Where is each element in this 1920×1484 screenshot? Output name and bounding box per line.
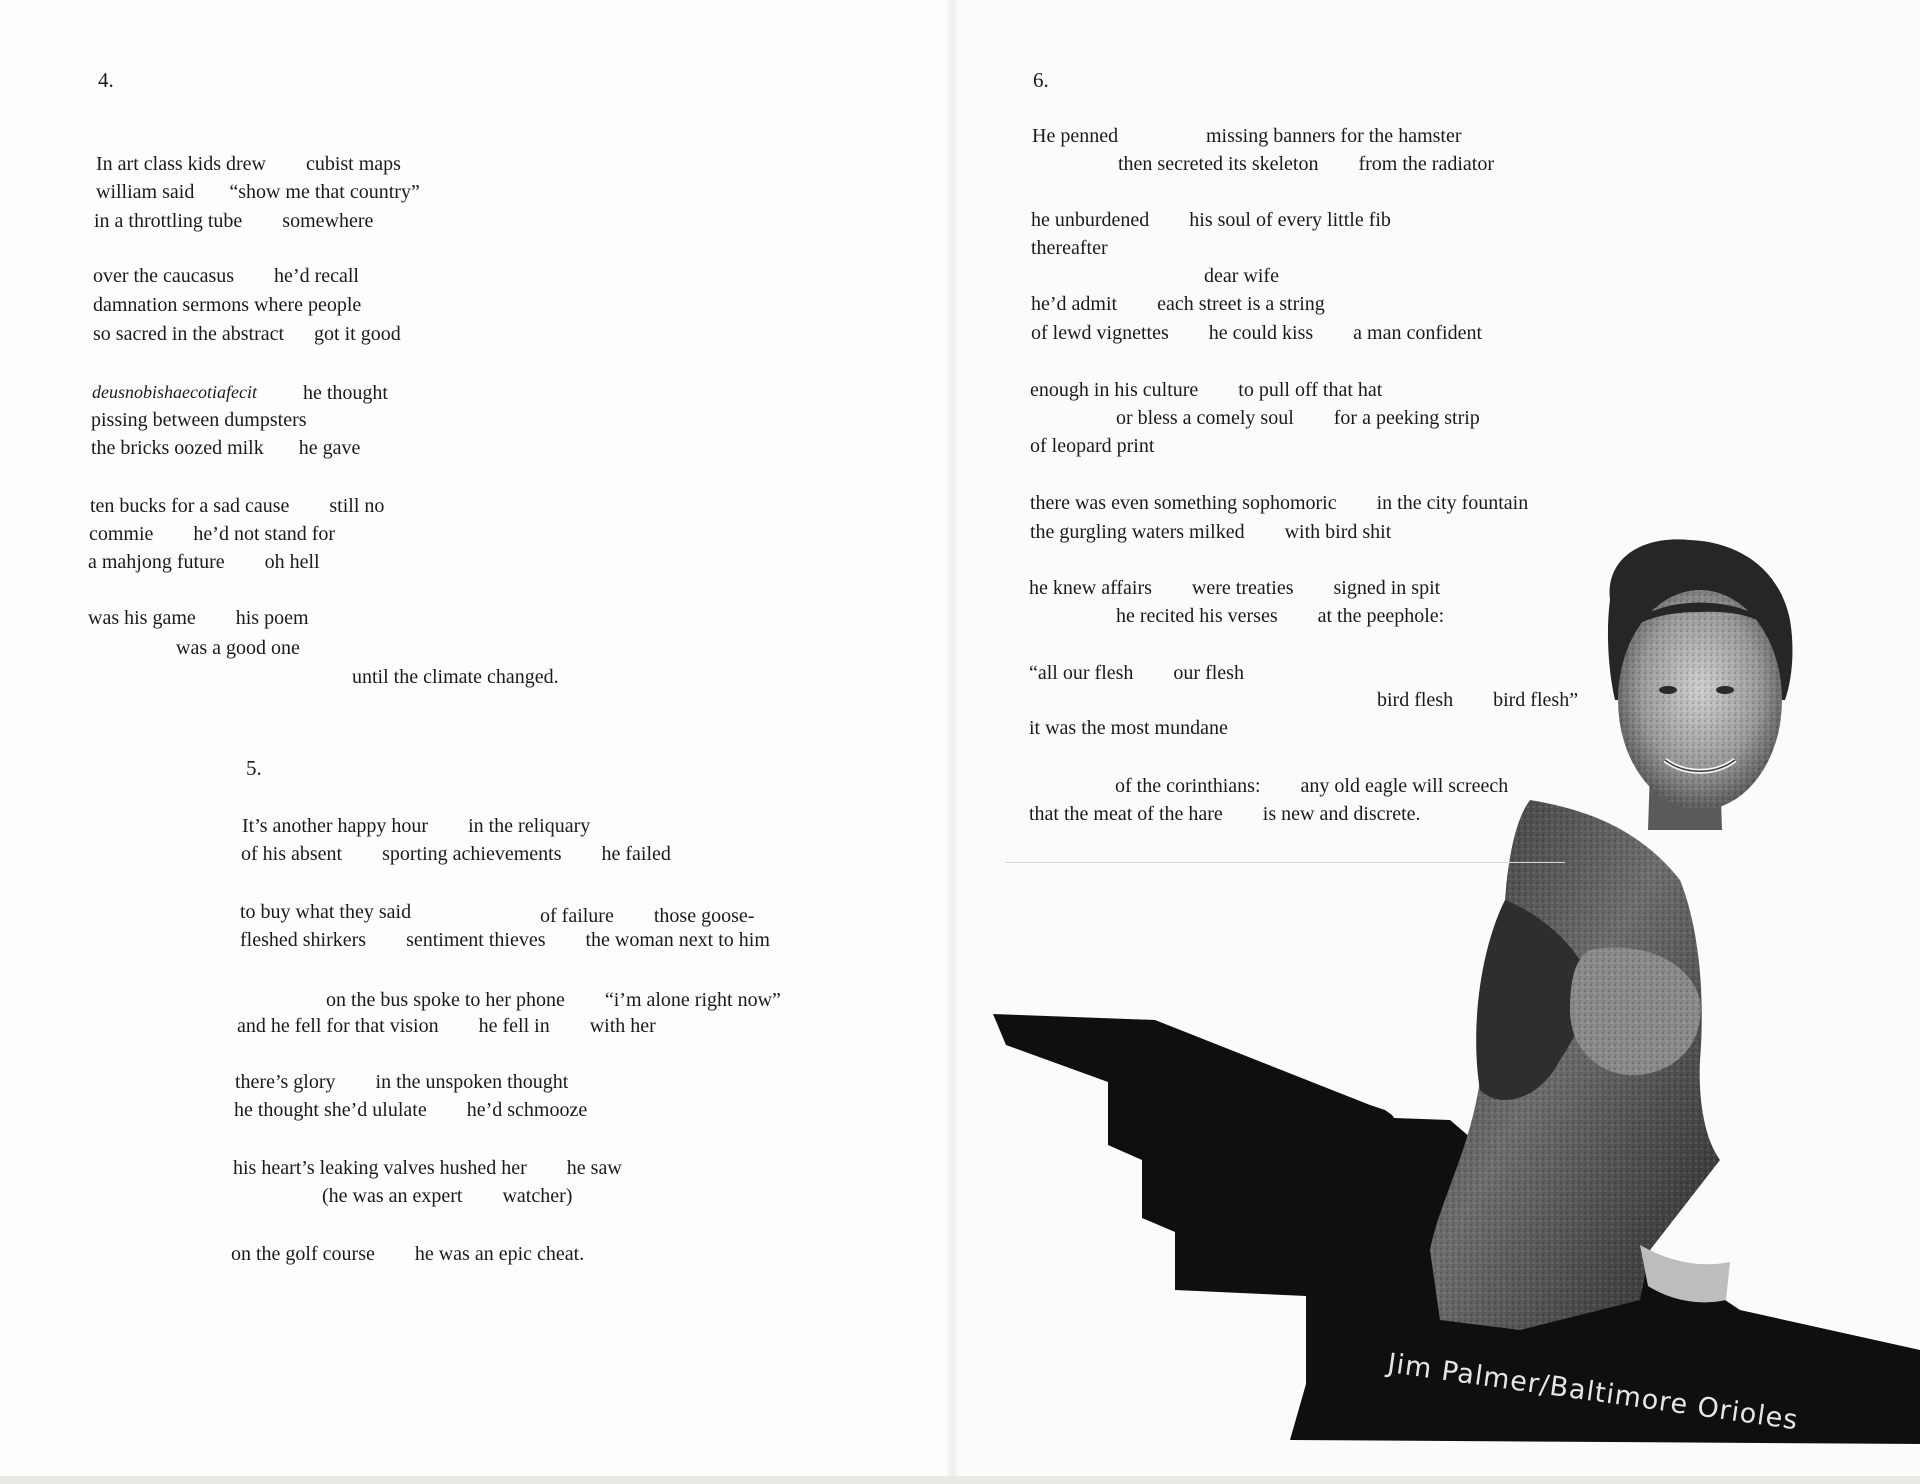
poem-line: so sacred in the abstract got it good <box>93 323 401 345</box>
poem-line: in a throttling tube somewhere <box>94 210 374 232</box>
poem-line: on the golf course he was an epic cheat. <box>231 1243 585 1265</box>
poem-line: pissing between dumpsters <box>91 409 307 431</box>
poem-line: he thought she’d ululate he’d schmooze <box>234 1099 588 1121</box>
poem-line: In art class kids drew cubist maps <box>96 153 401 175</box>
poem-line: the gurgling waters milked with bird shit <box>1030 521 1392 543</box>
poem-line: he thought <box>303 382 388 404</box>
poem-line: enough in his culture to pull off that hat <box>1030 379 1383 401</box>
section-number-5: 5. <box>246 756 262 780</box>
poem-line: thereafter <box>1031 237 1108 259</box>
poem-line: He penned <box>1032 125 1119 147</box>
poem-line: (he was an expert watcher) <box>322 1185 573 1207</box>
poem-line: dear wife <box>1204 265 1279 287</box>
poem-line: william said “show me that country” <box>96 181 420 203</box>
poem-line: was his game his poem <box>88 607 309 629</box>
collage-caption: Jim Palmer/Baltimore Orioles <box>1385 1348 1801 1437</box>
poem-line: a mahjong future oh hell <box>88 551 320 573</box>
poem-line: he unburdened his soul of every little fib <box>1031 209 1391 231</box>
poem-line: commie he’d not stand for <box>89 523 336 545</box>
poem-line: missing banners for the hamster <box>1206 125 1462 147</box>
poem-line: damnation sermons where people <box>93 294 362 316</box>
poem-line: the bricks oozed milk he gave <box>91 437 361 459</box>
paste-edge-line <box>1005 862 1565 863</box>
poem-line: It’s another happy hour in the reliquary <box>242 815 591 837</box>
poem-line: of his absent sporting achievements he failed <box>241 843 671 865</box>
section-number-6: 6. <box>1033 68 1049 92</box>
poem-line: of failure those goose- <box>540 905 755 927</box>
poem-line: then secreted its skeleton from the radiator <box>1118 153 1494 175</box>
poem-line: of lewd vignettes he could kiss a man confident <box>1031 322 1483 344</box>
poem-line: on the bus spoke to her phone “i’m alone right now” <box>326 989 781 1011</box>
poem-line: that the meat of the hare is new and discrete. <box>1029 803 1421 825</box>
section-number-4: 4. <box>98 68 114 92</box>
poem-line: there was even something sophomoric in the city fountain <box>1030 492 1529 514</box>
poem-line: or bless a comely soul for a peeking strip <box>1116 407 1480 429</box>
poem-line: bird flesh bird flesh” <box>1377 689 1579 711</box>
poem-line: fleshed shirkers sentiment thieves the woman next to him <box>240 929 770 951</box>
poem-line: of the corinthians: any old eagle will screech <box>1115 775 1509 797</box>
poem-line: he’d admit each street is a string <box>1031 293 1325 315</box>
poem-line: he knew affairs were treaties signed in spit <box>1029 577 1441 599</box>
poem-line: of leopard print <box>1030 435 1155 457</box>
poem-line: was a good one <box>176 637 300 659</box>
poem-line: until the climate changed. <box>352 666 559 688</box>
poem-line: he recited his verses at the peephole: <box>1116 605 1445 627</box>
poem-line: “all our flesh our flesh <box>1029 662 1244 684</box>
poem-line: to buy what they said <box>240 901 412 923</box>
poem-line-italic: deusnobishaecotiafecit <box>92 382 257 402</box>
poem-line: ten bucks for a sad cause still no <box>90 495 385 517</box>
poem-line: it was the most mundane <box>1029 717 1228 739</box>
poem-line: his heart’s leaking valves hushed her he saw <box>233 1157 622 1179</box>
poem-line: over the caucasus he’d recall <box>93 265 359 287</box>
poem-line: and he fell for that vision he fell in with her <box>237 1015 656 1037</box>
poem-line: there’s glory in the unspoken thought <box>235 1071 569 1093</box>
